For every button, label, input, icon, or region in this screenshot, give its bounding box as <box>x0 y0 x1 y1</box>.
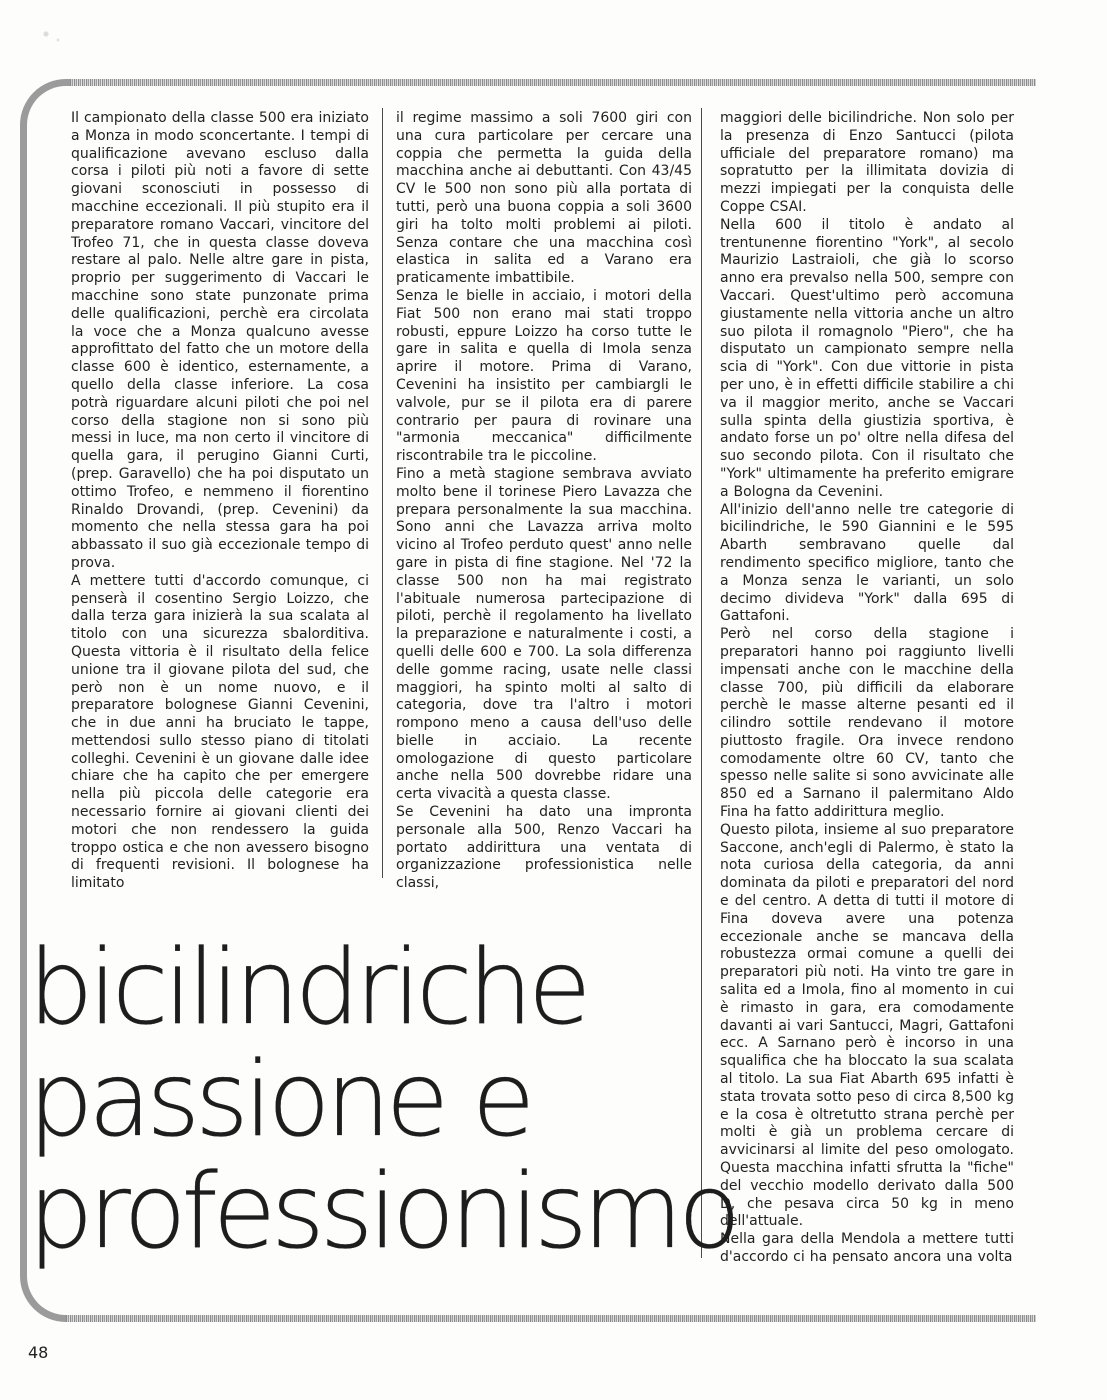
paragraph: maggiori delle bicilindriche. Non solo per la presenza di Enzo Santucci (pilota ufficiale del preparatore romano) ma sopratutto per la illimitata dovizia di mezzi impiegati per la conquista delle Coppe CSAI. <box>720 110 1014 215</box>
paragraph: A mettere tutti d'accordo comunque, ci penserà il cosentino Sergio Loizzo, che dalla terza gara inizierà la sua scalata al titolo con una sicurezza sbalorditiva. Questa vittoria è il risultato della felice unione tra il giovane pilota del sud, che però non è un nome nuovo, e il preparatore bolognese Gianni Cevenini, che in due anni ha bruciato le tappe, mettendosi sullo stesso piano di titolati colleghi. Cevenini è un giovane dalle idee chiare che ha capito che per emergere nella più piccola delle categorie era necessario fornire ai giovani clienti dei motori che non rendessero la guida troppo ostica e che non avessero bisogno di frequenti revisioni. Il bolognese ha limitato <box>71 572 369 892</box>
paragraph: Questo pilota, insieme al suo preparatore Saccone, anch'egli di Palermo, è stato la nota curiosa della categoria, da anni dominata da piloti e preparatori del nord e del centro. A detta di tutti il motore di Fina doveva avere una potenza eccezionale anche se mancava della robustezza ormai comune a quelli dei preparatori più noti. Ha vinto tre gare in salita ed a Imola, fino al momento in cui è rimasto in gara, era comodamente davanti ai vari Santucci, Magri, Gattafoni ecc. A Sarnano però è incorso in una squalifica che ha bloccato la sua scalata al titolo. La sua Fiat Abarth 695 infatti è stata trovata sotto peso di circa 8,500 kg e la cosa è oltretutto strana perchè per molti è già un problema cercare di avvicinarsi al limite del peso omologato. Questa macchina infatti sfrutta la "fiche" del vecchio modello derivato dalla 500 D, che pesava circa 50 kg in meno dell'attuale. <box>720 821 1014 1230</box>
paragraph: Se Cevenini ha dato una impronta personale alla 500, Renzo Vaccari ha portato addirittura una ventata di organizzazione professionistica nelle classi, <box>396 804 692 892</box>
paragraph: Il campionato della classe 500 era iniziato a Monza in modo sconcertante. I tempi di qualificazione avevano escluso dalla corsa i piloti più noti a favore di sette giovani sconosciuti in possesso di macchine eccezionali. Il più stupito era il preparatore romano Vaccari, vincitore del Trofeo 71, che in questa classe doveva restare al palo. Nelle altre gare in pista, proprio per suggerimento di Vaccari le macchine sono state punzonate prima delle qualificazioni, perchè era circolata la voce che a Monza qualcuno avesse approfittato del fatto che un motore della classe 600 è identico, esternamente, a quello della classe inferiore. La cosa potrà riguardare alcuni piloti che poi nel corso della stagione non si sono più messi in luce, ma non certo il vincitore di quella gara, il perugino Gianni Curti, (prep. Garavello) che ha poi disputato un ottimo Trofeo, e nemmeno il fiorentino Rinaldo Drovandi, (prep. Cevenini) da momento che nella stessa gara ha poi abbassato il suo già eccezionale tempo di prova. <box>71 110 369 571</box>
article-column-1 <box>71 110 369 893</box>
top-rule <box>66 79 1036 86</box>
paragraph: Nella 600 il titolo è andato al trentunenne fiorentino "York", al secolo Maurizio Lastraioli, che già lo scorso anno era prevalso nella 500, sempre con Vaccari. Quest'ultimo però accomuna giustamente nella vittoria anche un altro suo pilota il romagnolo "Piero", che ha disputato un campionato sempre nella scia di "York". Con due vittorie in pista per uno, è in effetti difficile stabilire a chi va il maggior merito, anche se Vaccari sulla spinta della giustizia sportiva, è andato forse un po' oltre nella difesa del suo secondo pilota. Con il risultato che "York" ultimamente ha preferito emigrare a Bologna da Cevenini. <box>720 216 1014 500</box>
title-line-1: bicilindriche <box>28 928 587 1048</box>
paragraph: Senza le bielle in acciaio, i motori della Fiat 500 non erano mai stati troppo robusti, eppure Loizzo ha corso tutte le gare in salita e quella di Imola senza aprire il motore. Prima di Varano, Cevenini ha insistito per cambiargli le valvole, pur se il pilota era di parere contrario per paura di rovinare una "armonia meccanica" difficilmente riscontrabile tra le piccoline. <box>396 287 692 465</box>
column-divider-1 <box>382 108 383 878</box>
title-line-2: passione e <box>28 1040 531 1160</box>
paragraph: Fino a metà stagione sembrava avviato molto bene il torinese Piero Lavazza che prepara personalmente la sua macchina. Sono anni che Lavazza arriva molto vicino al Trofeo perduto quest' anno nelle gare in pista di fine stagione. Nel '72 la classe 500 non ha mai registrato l'abituale numerosa partecipazione di piloti, perchè il regolamento ha livellato la preparazione e naturalmente i costi, a quelli delle 600 e 700. La sola differenza delle gomme racing, usate nelle classi maggiori, ha spinto molti al salto di categoria, dove tra l'altro i motori rompono meno a causa dell'uso delle bielle in acciaio. La recente omologazione di questo particolare anche nella 500 dovrebbe ridare una certa vivacità a questa classe. <box>396 465 692 803</box>
article-title <box>28 928 736 1272</box>
page-number: 48 <box>28 1343 49 1362</box>
article-column-3 <box>720 110 1014 1267</box>
bottom-rule <box>66 1315 1036 1322</box>
paragraph: Però nel corso della stagione i preparatori hanno poi raggiunto livelli impensati anche con le macchine della classe 700, più difficili da elaborare perchè le masse alterne pesanti ed il cilindro sottile rendevano il motore piuttosto fragile. Ora invece rendono comodamente oltre 60 CV, tanto che spesso nelle salite si sono avvicinate alle 850 ed a Sarnano il palermitano Aldo Fina ha fatto addirittura meglio. <box>720 626 1014 821</box>
paragraph: All'inizio dell'anno nelle tre categorie di bicilindriche, le 590 Giannini e le 595 Abarth sembravano quelle dal rendimento specifico migliore, tanto che a Monza senza le varianti, un solo decimo divideva "York" dalla 695 di Gattafoni. <box>720 501 1014 625</box>
paragraph: il regime massimo a soli 7600 giri con una cura particolare per cercare una coppia che permetta la guida della macchina anche ai debuttanti. Con 43/45 CV le 500 non sono più alla portata di tutti, però una buona coppia a soli 3600 giri ha tolto molti problemi ai piloti. Senza contare che una macchina così elastica in salita ed a Varano era praticamente imbattibile. <box>396 110 692 287</box>
paragraph: Nella gara della Mendola a mettere tutti d'accordo ci ha pensato ancora una volta <box>720 1231 1014 1265</box>
print-smudge <box>30 22 70 52</box>
article-column-2 <box>396 110 692 893</box>
title-line-3: professionismo <box>28 1152 736 1272</box>
